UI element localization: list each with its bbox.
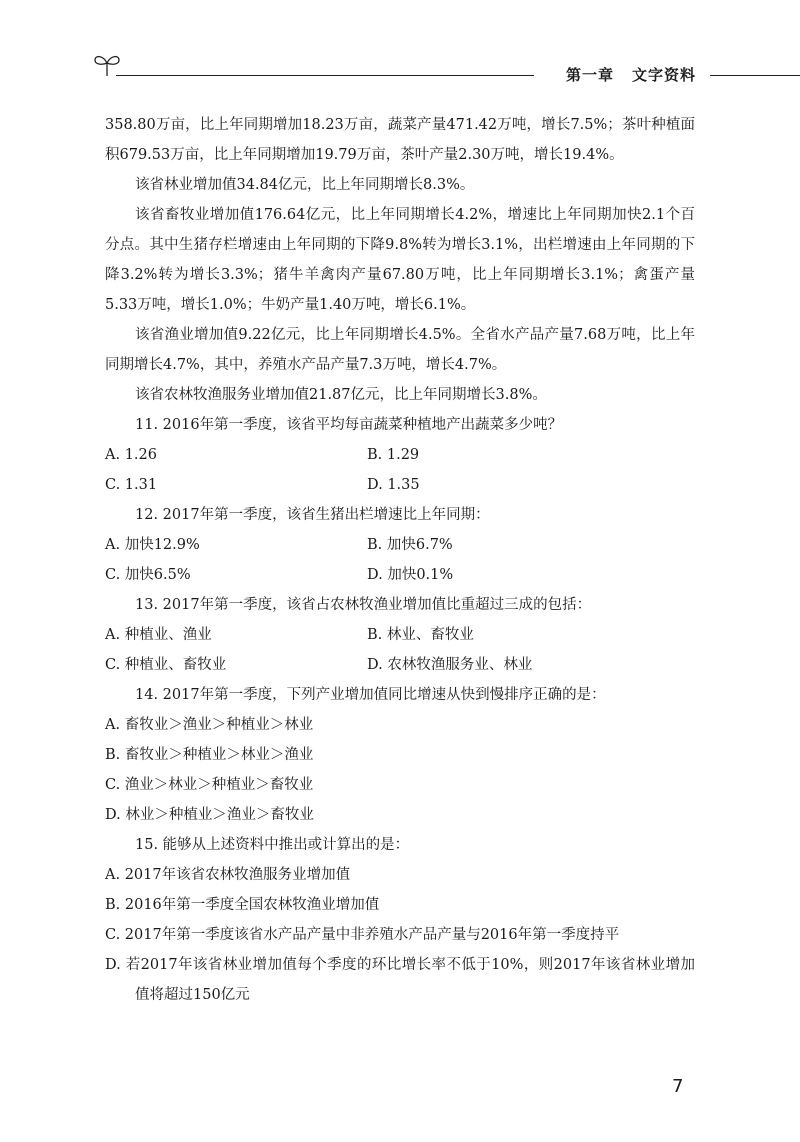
- question-14: [105, 680, 695, 830]
- question-stem: 15. 能够从上述资料中推出或计算出的是：: [135, 837, 410, 853]
- paragraph-services: 该省农林牧渔服务业增加值21.87亿元，比上年同期增长3.8%。: [135, 387, 547, 403]
- option-d: D. 林业＞种植业＞渔业＞畜牧业: [105, 807, 314, 823]
- page-content: [105, 110, 695, 1010]
- page-header: [88, 52, 800, 86]
- option-a: A. 加快12.9%: [105, 537, 200, 553]
- paragraph-continuation: 358.80万亩，比上年同期增加18.23万亩，蔬菜产量471.42万吨，增长7.5%；茶叶种植面积679.53万亩，比上年同期增加19.79万亩，茶叶产量2.30万吨，增长19.4%。: [105, 117, 695, 163]
- option-d: D. 若2017年该省林业增加值每个季度的环比增长率不低于10%，则2017年该省林业增加值将超过150亿元: [105, 957, 695, 1003]
- question-stem: 14. 2017年第一季度，下列产业增加值同比增速从快到慢排序正确的是：: [135, 687, 606, 703]
- paragraph-fishery: 该省渔业增加值9.22亿元，比上年同期增长4.5%。全省水产品产量7.68万吨，比上年同期增长4.7%，其中，养殖水产品产量7.3万吨，增长4.7%。: [105, 327, 695, 373]
- option-d: D. 1.35: [367, 477, 420, 493]
- option-d: D. 农林牧渔服务业、林业: [367, 657, 533, 673]
- option-c: C. 渔业＞林业＞种植业＞畜牧业: [105, 777, 314, 793]
- question-13: [105, 590, 695, 680]
- question-stem: 12. 2017年第一季度，该省生猪出栏增速比上年同期：: [135, 507, 490, 523]
- option-c: C. 种植业、畜牧业: [105, 657, 227, 673]
- header-rule-right: [710, 75, 800, 76]
- paragraph-forestry: 该省林业增加值34.84亿元，比上年同期增长8.3%。: [135, 177, 475, 193]
- option-c: C. 2017年第一季度该省水产品产量中非养殖水产品产量与2016年第一季度持平: [105, 927, 620, 943]
- option-b: B. 林业、畜牧业: [367, 627, 474, 643]
- header-rule-left: [116, 75, 534, 76]
- paragraph-livestock: 该省畜牧业增加值176.64亿元，比上年同期增长4.2%，增速比上年同期加快2.1个百分点。其中生猪存栏增速由上年同期的下降9.8%转为增长3.1%，出栏增速由上年同期的下降3.2%转为增长3.3%；猪牛羊禽肉产量67.80万吨，比上年同期增长3.1%；禽蛋产量5.33万吨，增长1.0%；牛奶产量1.40万吨，增长6.1%。: [105, 207, 695, 313]
- option-b: B. 2016年第一季度全国农林牧渔业增加值: [105, 897, 380, 913]
- chapter-label: 第一章: [566, 66, 615, 84]
- question-15: [105, 830, 695, 1010]
- question-12: [105, 500, 695, 590]
- option-b: B. 畜牧业＞种植业＞林业＞渔业: [105, 747, 314, 763]
- question-stem: 11. 2016年第一季度，该省平均每亩蔬菜种植地产出蔬菜多少吨？: [135, 417, 563, 433]
- option-d: D. 加快0.1%: [367, 567, 454, 583]
- option-c: C. 1.31: [105, 477, 158, 493]
- option-b: B. 加快6.7%: [367, 537, 453, 553]
- option-a: A. 种植业、渔业: [105, 627, 212, 643]
- option-a: A. 畜牧业＞渔业＞种植业＞林业: [105, 717, 314, 733]
- page-number: 7: [672, 1076, 684, 1097]
- option-b: B. 1.29: [367, 447, 420, 463]
- question-stem: 13. 2017年第一季度，该省占农林牧渔业增加值比重超过三成的包括：: [135, 597, 592, 613]
- question-11: [105, 410, 695, 500]
- section-label: 文字资料: [632, 66, 697, 84]
- option-a: A. 1.26: [105, 447, 157, 463]
- option-a: A. 2017年该省农林牧渔服务业增加值: [105, 867, 351, 883]
- option-c: C. 加快6.5%: [105, 567, 191, 583]
